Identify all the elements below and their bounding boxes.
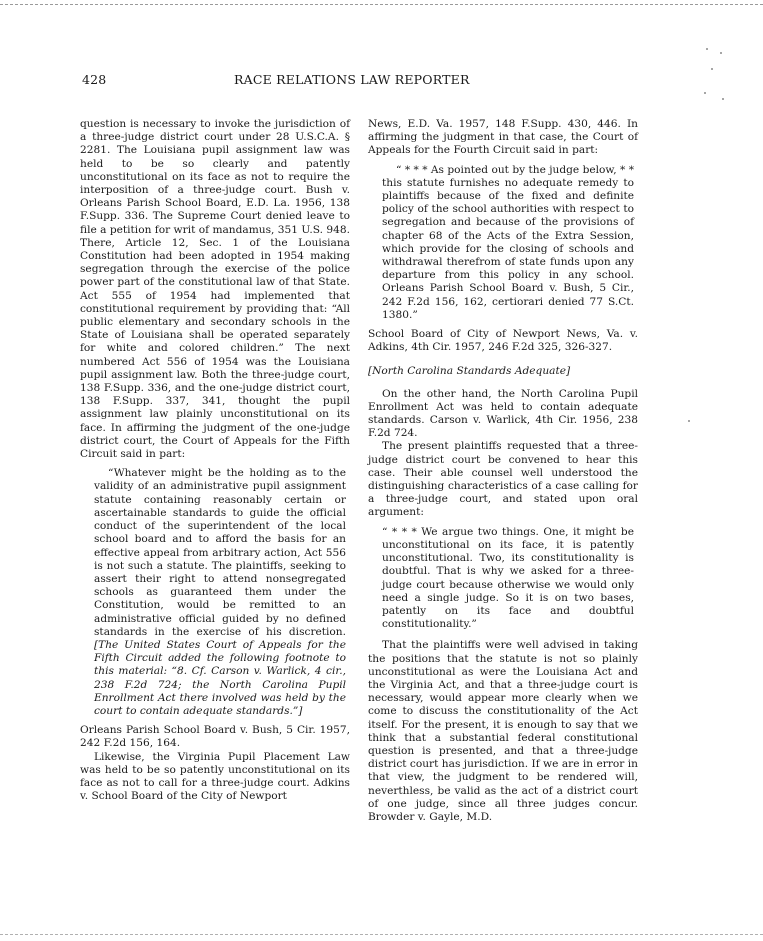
paragraph: question is necessary to invoke the jurisdiction of a three-judge district court under 28 U.S.C.A. § 2281. The Louisiana pupil assignment law was held to be so clearly and patently unconstitutional on its face as not to require the interposition of a three-judge court. Bush v. Orleans Parish School Board, E.D. La. 1956, 138 F.Supp. 336. The Supreme Court denied leave to file a petition for writ of mandamus, 351 U.S. 948. There, Article 12, Sec. 1 of the Louisiana Constitution had been adopted in 1954 making segregation through the exercise of the police power part of the constitutional law of that State. Act 555 of 1954 had implemented that constitutional requirement by providing that: “All public elementary and secondary schools in the State of Louisiana shall be operated separately for white and colored children.” The next numbered Act 556 of 1954 was the Louisiana pupil assignment law. Both the three-judge court, 138 F.Supp. 336, and the one-judge district court, 138 F.Supp. 337, 341, thought the pupil assignment law plainly unconstitutional on its face. In affirming the judgment of the one-judge district court, the Court of Appeals for the Fifth Circuit said in part: bbox=[80, 118, 350, 461]
paragraph: News, E.D. Va. 1957, 148 F.Supp. 430, 446. In affirming the judgment in that case, the Court of Appeals for the Fourth Circuit said in part: bbox=[368, 118, 638, 157]
left-column bbox=[80, 118, 350, 803]
scan-speck bbox=[706, 48, 708, 50]
section-heading: [North Carolina Standards Adequate] bbox=[368, 365, 571, 378]
right-column bbox=[368, 118, 638, 824]
running-title: RACE RELATIONS LAW REPORTER bbox=[234, 72, 470, 87]
paragraph: The present plaintiffs requested that a three-judge district court be convened to hear this case. Their able counsel well understood the distinguishing characteristics of a case calling for a three-judge court, and stated upon oral argument: bbox=[368, 440, 638, 519]
scan-speck bbox=[720, 52, 722, 54]
page-bottom-border bbox=[0, 934, 763, 935]
citation: Orleans Parish School Board v. Bush, 5 Cir. 1957, 242 F.2d 156, 164. bbox=[80, 724, 350, 750]
scan-speck bbox=[711, 68, 713, 70]
editorial-footnote: [The United States Court of Appeals for the Fifth Circuit added the following footnote to this material: “8. Cf. Carson v. Warlick, 4 cir., 238 F.2d 724; the North Carolina Pupil Enrollment Act there involved was held by the court to contain adequate standards.”] bbox=[94, 638, 346, 717]
quote-text: “Whatever might be the holding as to the validity of an administrative pupil assignment statute containing reasonably certain or ascertainable standards to guide the official conduct of the superintendent of the local school board and to afford the basis for an effective appeal from arbitrary action, Act 556 is not such a statute. The plaintiffs, seeking to assert their right to attend nonsegregated schools as guaranteed them under the Constitution, would be remitted to an administrative official guided by no defined standards in the exercise of his discretion. bbox=[94, 467, 346, 638]
paragraph: That the plaintiffs were well advised in taking the positions that the statute is not so plainly unconstitutional as were the Louisiana Act and the Virginia Act, and that a three-judge court is necessary, would appear more clearly when we come to discuss the constitutionality of the Act itself. For the present, it is enough to say that we think that a substantial federal constitutional question is presented, and that a three-judge district court has jurisdiction. If we are in error in that view, the judgment to be rendered will, neverthless, be valid as the act of a district court of one judge, since all three judges concur. Browder v. Gayle, M.D. bbox=[368, 639, 638, 823]
page-header bbox=[82, 72, 682, 88]
scan-speck bbox=[704, 92, 706, 94]
scan-speck bbox=[688, 420, 690, 422]
paragraph: On the other hand, the North Carolina Pupil Enrollment Act was held to contain adequate standards. Carson v. Warlick, 4th Cir. 1956, 238 F.2d 724. bbox=[368, 387, 638, 440]
block-quote bbox=[94, 467, 346, 718]
page-number: 428 bbox=[82, 72, 107, 87]
block-quote: “ * * * As pointed out by the judge below, * * this statute furnishes no adequate remedy to plaintiffs because of the fixed and definite policy of the school authorities with respect to segregation and because of the provisions of chapter 68 of the Acts of the Extra Session, which provide for the closing of schools and withdrawal therefrom of state funds upon any departure from this policy in any school. Orleans Parish School Board v. Bush, 5 Cir., 242 F.2d 156, 162, certiorari denied 77 S.Ct. 1380.” bbox=[382, 163, 634, 321]
paragraph: Likewise, the Virginia Pupil Placement Law was held to be so patently unconstitutional on its face as not to call for a three-judge court. Adkins v. School Board of the City of Newport bbox=[80, 750, 350, 803]
citation: School Board of City of Newport News, Va. v. Adkins, 4th Cir. 1957, 246 F.2d 325, 326-327. bbox=[368, 328, 638, 354]
page-top-border bbox=[0, 4, 763, 5]
block-quote: “ * * * We argue two things. One, it might be unconstitutional on its face, it is patently unconstitutional. Two, its constitutionality is doubtful. That is why we asked for a three-judge court because otherwise we would only need a single judge. So it is on two bases, patently on its face and doubtful constitutionality.” bbox=[382, 525, 634, 631]
scan-speck bbox=[722, 98, 724, 100]
